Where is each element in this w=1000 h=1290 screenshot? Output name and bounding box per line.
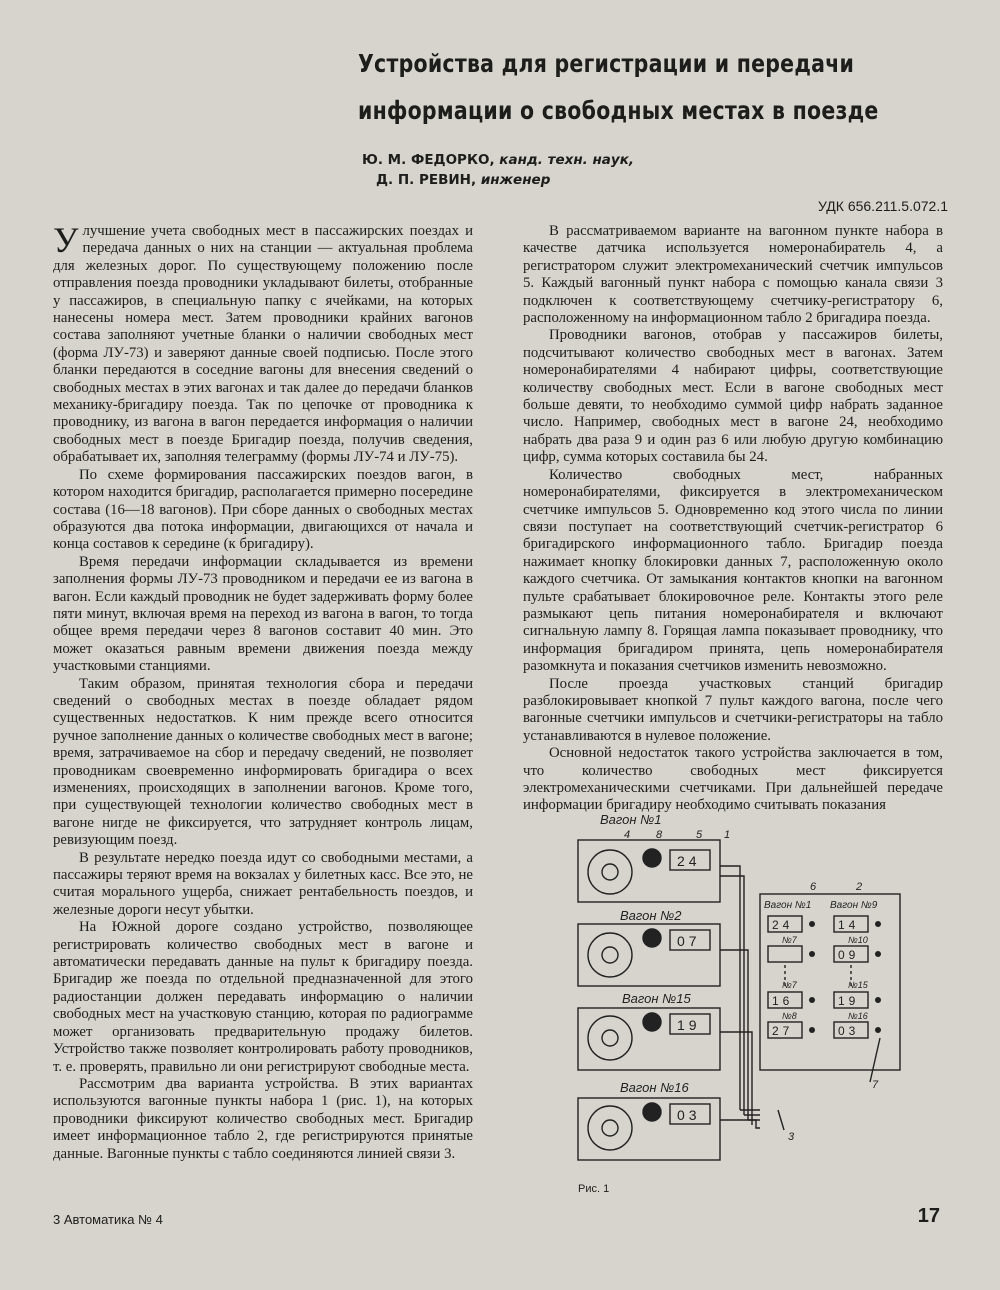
board-count: 27 [772, 1024, 794, 1038]
label-1: 1 [724, 829, 731, 841]
title-line-1: Устройства для регистрации и передачи [358, 49, 855, 78]
paragraph: Количество свободных мест, набранных номеронабирателями, фиксируется в электромеханическом счетчике импульсов 5. Одновременно код этого числа по линии связи поступает на соответствующий счетчик-регистратор 6 бригадирского информационного табло. Бригадир поезда нажимает кнопку блокировки данных 7, расположенную около каждого счетчика. От замыкания контактов кнопки на вагонном пульте срабатывает блокировочное реле. Контакты этого реле размыкают цепь питания номеронабирателя и включают сигнальную лампу 8. Горящая лампа показывает проводнику, что информация бригадиром принята, цепь номеронабирателя разомкнута и показания счетчиков изменить невозможно. [523, 466, 943, 675]
board-count: 03 [838, 1024, 860, 1038]
dial-icon [588, 850, 632, 894]
board-count: 16 [772, 994, 794, 1008]
board-count: 24 [772, 918, 794, 932]
board-n7: №7 [782, 935, 797, 945]
link-lines [720, 866, 760, 1128]
drop-cap: У [53, 220, 79, 260]
figure-1-diagram [560, 810, 960, 1210]
board-wagon-9: Вагон №9 [830, 900, 878, 911]
paragraph: На Южной дороге создано устройство, позволяющее регистрировать количество свободных мест в вагоне и автоматически передавать данные на пульт к бригадиру поезда. Бригадир же поезда по отдельной предназначенной для этого радиостанции должен передавать информацию о наличии свободных мест на участковую станцию, которая по радиограмме может организовать предварительную продажу билетов. Устройство также позволяет контролировать работу проводников, т. е. проверять, правильно ли они регистрируют свободные места. [53, 919, 473, 1075]
paragraph: Улучшение учета свободных мест в пассажирских поездах и передача данных о них на станции — актуальная проблема для железных дорог. По существующему положению после отправления поезда проводники укладывают билеты, отобранные у пассажиров, в специальную папку с ячейками, на которых нанесены номера мест. Затем проводники крайних вагонов состава заполняют учетные бланки о наличии свободных мест (форма ЛУ-73) и заверяют данные своей подписью. После этого бланки передаются в соседние вагоны для внесения сведений о свободных местах в этих вагонах и так далее до передачи бланков механику-бригадиру поезда. Так по цепочке от проводника к проводнику, из вагона в вагон передается информация о наличии свободных мест в поезде Бригадир поезда, получив сведения, обрабатывает их, заполняя телеграмму (формы ЛУ-74 и ЛУ-75). [53, 220, 473, 466]
lamp-icon [643, 1103, 661, 1121]
wagon-1-count: 24 [677, 853, 701, 869]
title-line-2: информации о свободных местах в поезде [358, 96, 879, 125]
author-1: Ю. М. ФЕДОРКО, канд. техн. наук, [362, 152, 635, 168]
label-5: 5 [696, 829, 703, 841]
board-count: 14 [838, 918, 860, 932]
right-column [523, 223, 943, 815]
wagon-2-label: Вагон №2 [620, 908, 682, 923]
figure-caption: Рис. 1 [578, 1183, 610, 1195]
paragraph: После проезда участковых станций бригадир разблокировывает кнопкой 7 пульт каждого вагона, после чего вагонные счетчики импульсов и счетчики-регистраторы на табло устанавливаются в нулевое положение. [523, 675, 943, 744]
block-button-icons [809, 921, 881, 1033]
paragraph: В рассматриваемом варианте на вагонном пункте набора в качестве датчика используется номеронабиратель 4, а регистратором служит электромеханический счетчик импульсов 5. Каждый вагонный пункт набора с помощью канала связи 3 подключен к соответствующему счетчику-регистратору 6, расположенному на информационном табло 2 бригадира поезда. [523, 223, 943, 327]
udc-code: УДК 656.211.5.072.1 [818, 198, 948, 214]
wagon-15-count: 19 [677, 1017, 701, 1033]
board-count: 19 [838, 994, 860, 1008]
wagon-16-label: Вагон №16 [620, 1080, 689, 1095]
board-count: 09 [838, 948, 860, 962]
wagon-15-label: Вагон №15 [622, 991, 691, 1006]
paragraph: Проводники вагонов, отобрав у пассажиров билеты, подсчитывают количество свободных мест в вагонах. Затем номеронабирателями 4 набирают цифры, соответствующие количеству свободных мест. Если в вагоне свободных мест больше девяти, то необходимо суммой цифр набрать заданное число. Например, свободных мест в вагоне 24, необходимо набрать два раза 9 и один раз 6 или любую другую комбинацию цифр, сумма которых составила бы 24. [523, 327, 943, 466]
board-wagon-1: Вагон №1 [764, 900, 812, 911]
dial-icon [588, 1106, 632, 1150]
paragraph: В результате нередко поезда идут со свободными местами, а пассажиры теряют время на вокзалах у билетных касс. Все это, не считая морального ущерба, снижает рентабельность поездов, и железные дороги несут убытки. [53, 849, 473, 918]
wagon-16-count: 03 [677, 1107, 701, 1123]
board-n7b: №7 [782, 980, 797, 990]
left-column [53, 220, 473, 1163]
wagon-2-count: 07 [677, 933, 701, 949]
dial-icon [588, 1016, 632, 1060]
lamp-icon [643, 1013, 661, 1031]
authors [362, 150, 634, 190]
lamp-icon [643, 849, 661, 867]
board-n10: №10 [848, 935, 868, 945]
journal-footer: 3 Автоматика № 4 [53, 1212, 163, 1227]
board-n16: №16 [848, 1011, 868, 1021]
author-2: Д. П. РЕВИН, инженер [376, 172, 551, 188]
label-7: 7 [872, 1079, 879, 1091]
paragraph: Таким образом, принятая технология сбора и передачи сведений о свободных местах в поезде обладает рядом существенных недостатков. К ним прежде всего относится ручное заполнение данных о количестве свободных мест в вагоне; время, затрачиваемое на сбор и передачу сведений, не позволяет проводникам своевременно информировать бригадира о всех изменениях, происходящих в заполнении вагонов. Кроме того, при существующей технологии количество свободных мест в вагоне нигде не фиксируется, что затрудняет контроль лицам, ревизующим поезд. [53, 675, 473, 849]
dial-icon [588, 933, 632, 977]
board-n15: №15 [848, 980, 868, 990]
label-8: 8 [656, 829, 663, 841]
label-2: 2 [856, 881, 863, 893]
paragraph: По схеме формирования пассажирских поездов вагон, в котором находится бригадир, располагается примерно посередине состава (16—18 вагонов). При сборе данных о свободных местах образуются два потока информации, двигающихся от начала и конца составов к середине (к бригадиру). [53, 466, 473, 553]
wagon-1-label: Вагон №1 [600, 812, 662, 827]
paragraph: Время передачи информации складывается из времени заполнения формы ЛУ-73 проводником и передачи ее из вагона в вагон. Если каждый проводник не будет задерживать форму более пяти минут, включая время на переход из вагона в вагон, то тогда общее время передачи через 8 вагонов составит 40 мин. Это может оказаться равным времени движения поезда между участковыми станциями. [53, 553, 473, 675]
label-3: 3 [788, 1131, 795, 1143]
paragraph: Рассмотрим два варианта устройства. В этих вариантах используются вагонные пункты набора 1 (рис. 1), на которых проводники фиксируют количество свободных мест. Бригадир имеет информационное табло 2, где регистрируются принятые данные. Вагонные пункты с табло соединяются линией связи 3. [53, 1075, 473, 1162]
page-number: 17 [917, 1205, 940, 1227]
lamp-icon [643, 929, 661, 947]
label-4: 4 [624, 829, 631, 841]
label-6: 6 [810, 881, 817, 893]
paragraph: Основной недостаток такого устройства заключается в том, что количество свободных мест фиксируется электромеханическими счетчиками. При дальнейшей передаче информации бригадиру необходимо считывать показания [523, 745, 943, 814]
board-n8: №8 [782, 1011, 797, 1021]
article-title [358, 40, 879, 134]
